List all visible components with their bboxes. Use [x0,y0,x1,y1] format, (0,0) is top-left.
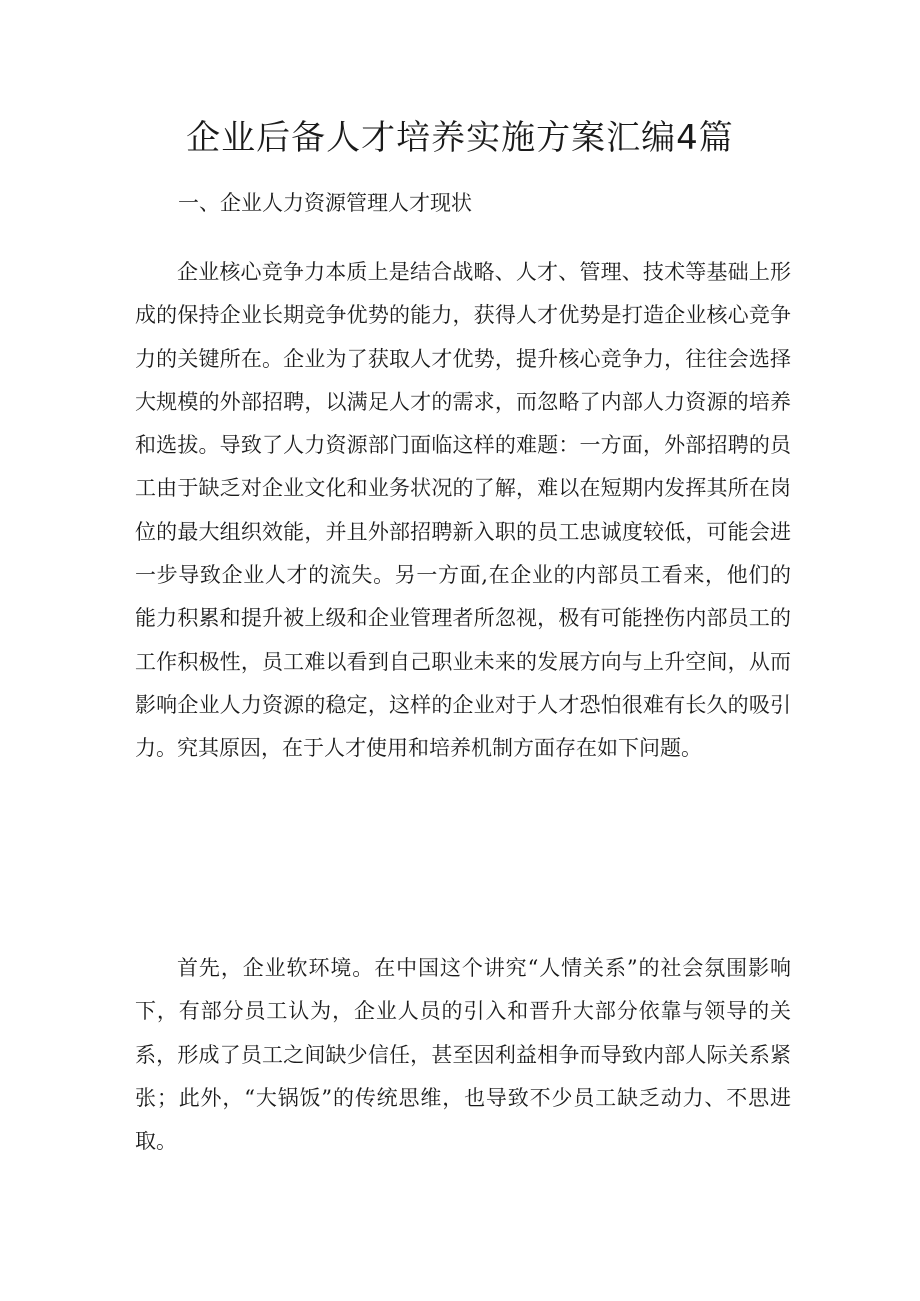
section-heading: 一、企业人力资源管理人才现状 [178,191,472,215]
body-paragraph-2: 首先，企业软环境。在中国这个讲究“人情关系”的社会氛围影响下，有部分员工认为，企业人员的引入和晋升大部分依靠与领导的关系，形成了员工之间缺少信任，甚至因利益相争而导致内部人际关系紧张；此外，“大锅饭”的传统思维，也导致不少员工缺乏动力、不思进取。 [135,956,791,1154]
document-title: 企业后备人才培养实施方案汇编4篇 [186,118,734,158]
body-paragraph-1: 企业核心竞争力本质上是结合战略、人才、管理、技术等基础上形成的保持企业长期竞争优势的能力，获得人才优势是打造企业核心竞争力的关键所在。企业为了获取人才优势，提升核心竞争力，往往会选择大规模的外部招聘，以满足人才的需求，而忽略了内部人力资源的培养和选拔。导致了人力资源部门面临这样的难题：一方面，外部招聘的员工由于缺乏对企业文化和业务状况的了解，难以在短期内发挥其所在岗位的最大组织效能，并且外部招聘新入职的员工忠诚度较低，可能会进一步导致企业人才的流失。另一方面,在企业的内部员工看来，他们的能力积累和提升被上级和企业管理者所忽视，极有可能挫伤内部员工的工作积极性，员工难以看到自己职业未来的发展方向与上升空间，从而影响企业人力资源的稳定，这样的企业对于人才恐怕很难有长久的吸引力。究其原因，在于人才使用和培养机制方面存在如下问题。 [135,260,791,761]
